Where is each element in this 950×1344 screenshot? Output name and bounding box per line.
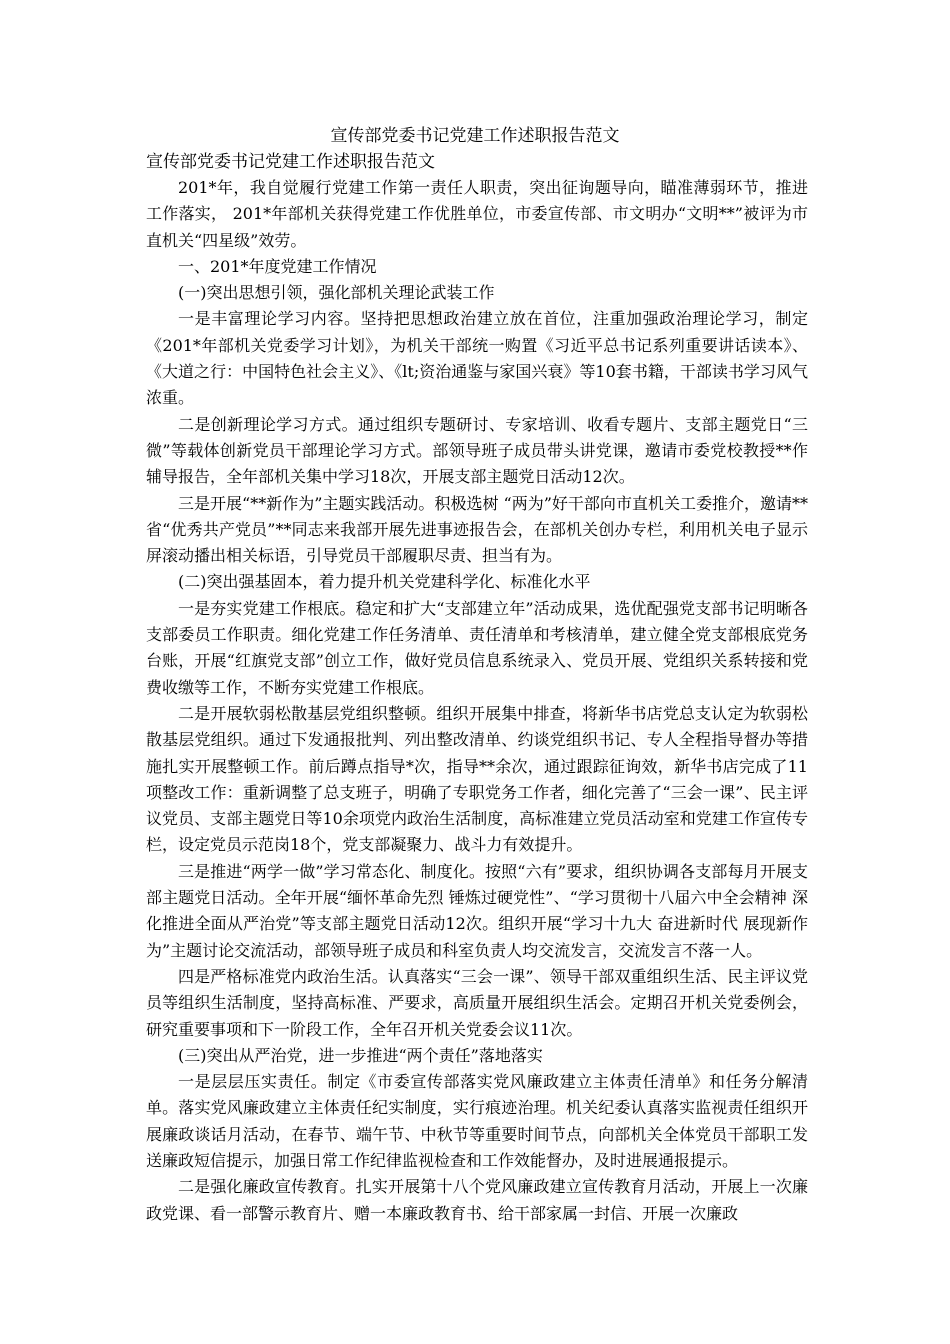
paragraph: 一是层层压实责任。制定《市委宣传部落实党风廉政建立主体责任清单》和任务分解清单。落实党风廉政建立主体责任纪实制度，实行痕迹治理。机关纪委认真落实监视责任组织开展廉政谈话月活动，在春节、端午节、中秋节等重要时间节点，向部机关全体党员干部职工发送廉政短信提示，加强日常工作纪律监视检查和工作效能督办，及时进展通报提示。: [146, 1072, 808, 1170]
paragraph: 一是夯实党建工作根底。稳定和扩大“支部建立年”活动成果，选优配强党支部书记明晰各支部委员工作职责。细化党建工作任务清单、责任清单和考核清单，建立健全党支部根底党务台账，开展“红旗党支部”创立工作，做好党员信息系统录入、党员开展、党组织关系转接和党费收缴等工作，不断夯实党建工作根底。: [146, 598, 808, 697]
subsection-heading: (一)突出思想引领，强化部机关理论武装工作: [178, 283, 495, 303]
subsection-heading: (三)突出从严治党，进一步推进“两个责任”落地落实: [178, 1045, 543, 1065]
paragraph: 三是开展“**新作为”主题实践活动。积极选树 “两为”好干部向市直机关工委推介，邀请**省“优秀共产党员”**同志来我部开展先进事迹报告会，在部机关创办专栏，利用机关电子显示屏滚动播出相关标语，引导党员干部履职尽责、担当有为。: [146, 493, 808, 566]
paragraph-intro: 201*年，我自觉履行党建工作第一责任人职责，突出征询题导向，瞄准薄弱环节，推进工作落实， 201*年部机关获得党建工作优胜单位，市委宣传部、市文明办“文明**”被评为市直机关“四星级”效劳。: [146, 178, 808, 250]
subsection-heading: (二)突出强基固本，着力提升机关党建科学化、标准化水平: [178, 572, 591, 592]
paragraph: 二是开展软弱松散基层党组织整顿。组织开展集中排查，将新华书店党总支认定为软弱松散基层党组织。通过下发通报批判、列出整改清单、约谈党组织书记、专人全程指导督办等措施扎实开展整顿工作。前后蹲点指导*次，指导**余次，通过跟踪征询效，新华书店完成了11项整改工作：重新调整了总支班子，明确了专职党务工作者，细化完善了“三会一课”、民主评议党员、支部主题党日等10余项党内政治生活制度，高标准建立党员活动室和党建工作宣传专栏，设定党员示范岗18个，党支部凝聚力、战斗力有效提升。: [146, 703, 808, 855]
section-heading: 一、201*年度党建工作情况: [178, 256, 377, 276]
document-title: 宣传部党委书记党建工作述职报告范文: [330, 126, 620, 146]
paragraph: 一是丰富理论学习内容。坚持把思想政治建立放在首位，注重加强政治理论学习，制定《201*年部机关党委学习计划》，为机关干部统一购置《习近平总书记系列重要讲话读本》、《大道之行：中国特色社会主义》、《lt;资治通鉴与家国兴衰》等10套书籍，干部读书学习风气浓重。: [146, 309, 808, 408]
document-body: [146, 175, 808, 1227]
paragraph: 二是强化廉政宣传教育。扎实开展第十八个党风廉政建立宣传教育月活动，开展上一次廉政党课、看一部警示教育片、赠一本廉政教育书、给干部家属一封信、开展一次廉政: [146, 1177, 808, 1223]
paragraph: 四是严格标准党内政治生活。认真落实“三会一课”、领导干部双重组织生活、民主评议党员等组织生活制度，坚持高标准、严要求，高质量开展组织生活会。定期召开机关党委例会，研究重要事项和下一阶段工作，全年召开机关党委会议11次。: [146, 966, 808, 1039]
document-subtitle: 宣传部党委书记党建工作述职报告范文: [146, 152, 435, 172]
paragraph: 二是创新理论学习方式。通过组织专题研讨、专家培训、收看专题片、支部主题党日“三微”等载体创新党员干部理论学习方式。部领导班子成员带头讲党课，邀请市委党校教授**作辅导报告，全年部机关集中学习18次，开展支部主题党日活动12次。: [146, 414, 808, 487]
paragraph: 三是推进“两学一做”学习常态化、制度化。按照“六有”要求，组织协调各支部每月开展支部主题党日活动。全年开展“缅怀革命先烈 锤炼过硬党性”、“学习贯彻十八届六中全会精神 深化推进全面从严治党”等支部主题党日活动12次。组织开展“学习十九大 奋进新时代 展现新作为”主题讨论交流活动，部领导班子成员和科室负责人均交流发言，交流发言不落一人。: [146, 861, 808, 960]
